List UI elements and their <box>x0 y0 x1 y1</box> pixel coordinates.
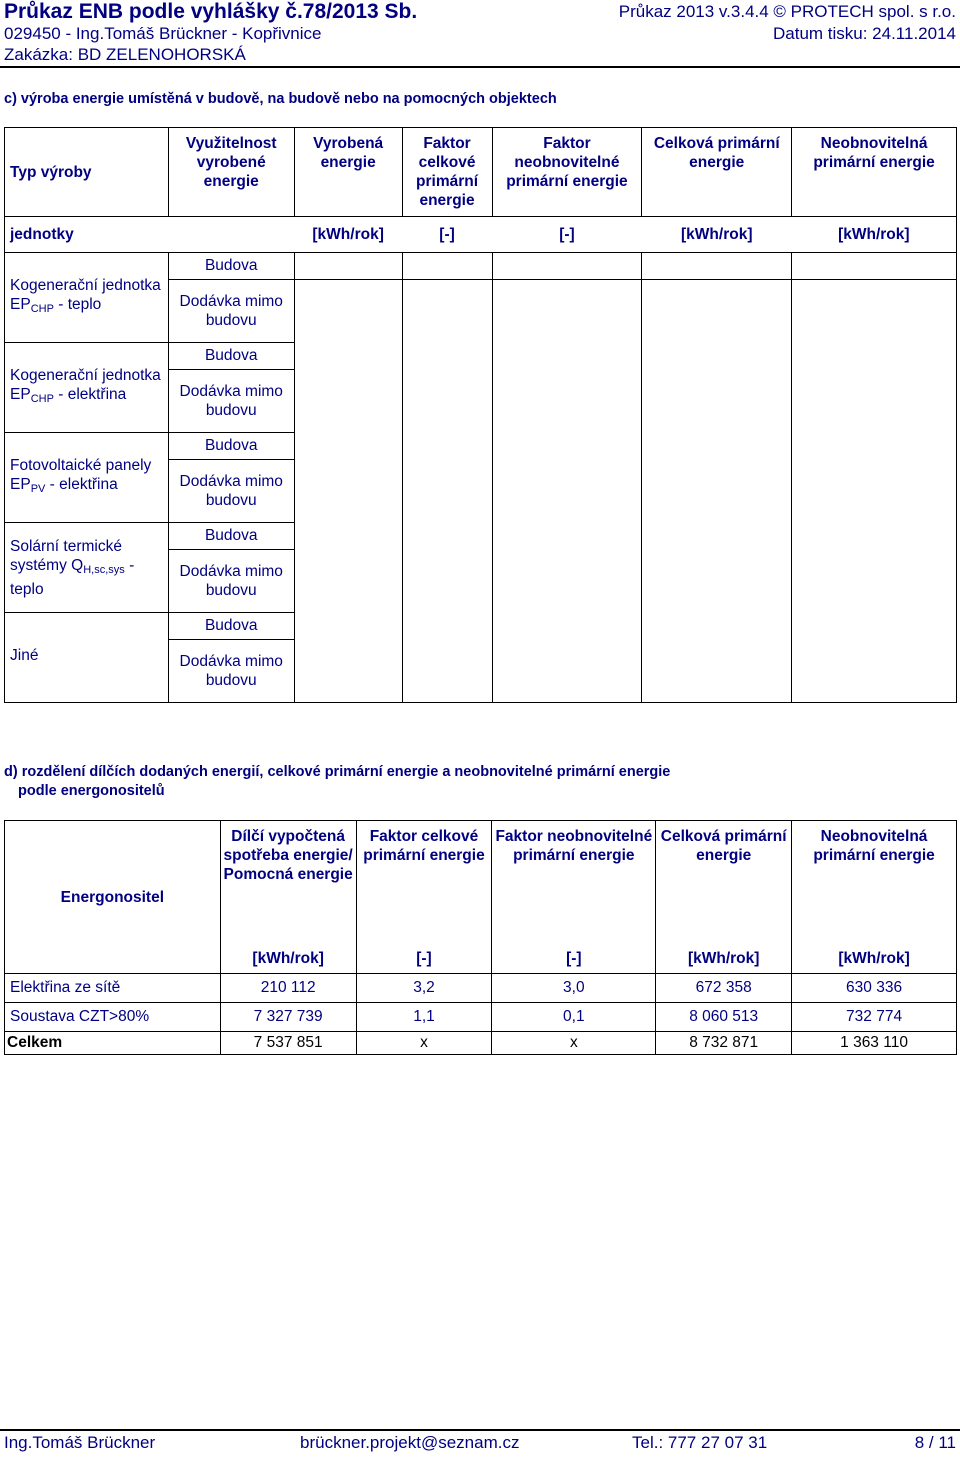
value-cell <box>792 343 957 370</box>
value-cell <box>294 433 402 460</box>
value-cell: 732 774 <box>792 1003 957 1032</box>
value-cell <box>492 460 642 523</box>
value-cell <box>402 253 492 280</box>
col-header-energonositel: Energonositel <box>5 821 221 974</box>
value-cell <box>642 460 792 523</box>
value-cell: 630 336 <box>792 974 957 1003</box>
value-cell <box>402 460 492 523</box>
sub-dodavka: Dodávka mimo budovu <box>168 550 294 613</box>
row-label: Fotovoltaické panely $EP_{PV}$ - elektřina <box>5 433 169 523</box>
software-version: Průkaz 2013 v.3.4.4 © PROTECH spol. s r.o. <box>618 2 956 21</box>
value-cell <box>792 280 957 343</box>
value-cell <box>402 640 492 703</box>
col-header-vyuzitelnost: Využitelnost vyrobené energie <box>168 128 294 217</box>
value-cell <box>402 613 492 640</box>
row-label: Solární termické systémy $Q_{H,sc,sys}$ - teplo <box>5 523 169 613</box>
col-header-neobnovitelna: Neobnovitelná primární energie <box>792 821 957 946</box>
table-header-row <box>5 128 957 217</box>
value-cell <box>642 343 792 370</box>
value-cell: 0,1 <box>492 1003 656 1032</box>
value-cell <box>492 253 642 280</box>
value-cell <box>492 280 642 343</box>
value-cell <box>642 550 792 613</box>
units-cell: [-] <box>356 945 492 974</box>
col-header-faktor-celkove: Faktor celkové primární energie <box>402 128 492 217</box>
value-cell <box>642 433 792 460</box>
value-cell <box>402 523 492 550</box>
value-cell <box>402 370 492 433</box>
units-cell: [kWh/rok] <box>220 945 356 974</box>
value-cell: 7 327 739 <box>220 1003 356 1032</box>
total-label: Celkem <box>5 1032 221 1055</box>
col-header-celkova: Celková primární energie <box>656 821 792 946</box>
total-value: x <box>492 1032 656 1055</box>
value-cell: 8 060 513 <box>656 1003 792 1032</box>
sub-budova: Budova <box>168 523 294 550</box>
value-cell <box>642 370 792 433</box>
col-header-celkova: Celková primární energie <box>642 128 792 217</box>
footer-page-number: 8 / 11 <box>914 1433 956 1452</box>
page-header <box>0 0 960 68</box>
value-cell <box>492 370 642 433</box>
table-row <box>5 343 957 370</box>
value-cell <box>792 550 957 613</box>
units-cell <box>168 217 294 253</box>
value-cell <box>402 343 492 370</box>
units-cell: [kWh/rok] <box>792 945 957 974</box>
table-header-row <box>5 821 957 946</box>
value-cell <box>492 343 642 370</box>
total-value: 8 732 871 <box>656 1032 792 1055</box>
carrier-name: Elektřina ze sítě <box>5 974 221 1003</box>
total-value: x <box>356 1032 492 1055</box>
value-cell <box>642 613 792 640</box>
sub-budova: Budova <box>168 433 294 460</box>
col-header-spotreba: Dílčí vypočtená spotřeba energie/ Pomocná energie <box>220 821 356 946</box>
value-cell <box>492 550 642 613</box>
col-header-faktor-neobnovitelne: Faktor neobnovitelné primární energie <box>492 821 656 946</box>
table-row <box>5 1003 957 1032</box>
total-value: 1 363 110 <box>792 1032 957 1055</box>
value-cell <box>492 523 642 550</box>
table-row <box>5 253 957 280</box>
document-title: Průkaz ENB podle vyhlášky č.78/2013 Sb. <box>4 0 418 23</box>
value-cell <box>294 370 402 433</box>
section-c-title: c) výroba energie umístěná v budově, na budově nebo na pomocných objektech <box>4 91 557 107</box>
total-row <box>5 1032 957 1055</box>
units-label: jednotky <box>5 217 169 253</box>
value-cell: 3,0 <box>492 974 656 1003</box>
value-cell: 672 358 <box>656 974 792 1003</box>
value-cell: 210 112 <box>220 974 356 1003</box>
sub-dodavka: Dodávka mimo budovu <box>168 460 294 523</box>
table-row <box>5 433 957 460</box>
sub-budova: Budova <box>168 253 294 280</box>
section-d-title: d) rozdělení dílčích dodaných energií, celkové primární energie a neobnovitelné primární energie <box>4 764 671 780</box>
sub-dodavka: Dodávka mimo budovu <box>168 280 294 343</box>
table-row <box>5 613 957 640</box>
production-table <box>4 127 957 703</box>
value-cell <box>792 370 957 433</box>
value-cell <box>792 433 957 460</box>
footer-phone: Tel.: 777 27 07 31 <box>632 1433 768 1452</box>
value-cell <box>294 460 402 523</box>
total-value: 7 537 851 <box>220 1032 356 1055</box>
units-row <box>5 217 957 253</box>
value-cell <box>642 640 792 703</box>
order-name: Zakázka: BD ZELENOHORSKÁ <box>4 45 246 64</box>
value-cell: 1,1 <box>356 1003 492 1032</box>
row-label: Jiné <box>5 613 169 703</box>
value-cell <box>792 460 957 523</box>
value-cell <box>294 523 402 550</box>
value-cell <box>402 550 492 613</box>
value-cell <box>492 640 642 703</box>
table-row <box>5 974 957 1003</box>
col-header-neobnovitelna: Neobnovitelná primární energie <box>792 128 957 217</box>
col-header-faktor-celkove: Faktor celkové primární energie <box>356 821 492 946</box>
value-cell <box>402 280 492 343</box>
sub-dodavka: Dodávka mimo budovu <box>168 640 294 703</box>
col-header-vyrobena: Vyrobená energie <box>294 128 402 217</box>
sub-dodavka: Dodávka mimo budovu <box>168 370 294 433</box>
carrier-name: Soustava CZT>80% <box>5 1003 221 1032</box>
units-cell: [kWh/rok] <box>656 945 792 974</box>
page-footer <box>0 1429 960 1457</box>
value-cell <box>294 613 402 640</box>
print-date: Datum tisku: 24.11.2014 <box>772 24 956 43</box>
sub-budova: Budova <box>168 343 294 370</box>
value-cell <box>792 253 957 280</box>
units-faktor-neobnovitelne: [-] <box>559 225 575 243</box>
col-header-typ: Typ výroby <box>5 128 169 217</box>
value-cell <box>294 253 402 280</box>
value-cell <box>492 613 642 640</box>
value-cell <box>642 523 792 550</box>
value-cell <box>642 253 792 280</box>
col-header-faktor-neobnovitelne: Faktor neobnovitelné primární energie <box>492 128 642 217</box>
value-cell <box>294 550 402 613</box>
units-neobnovitelna: [kWh/rok] <box>792 217 957 253</box>
value-cell <box>492 433 642 460</box>
sub-budova: Budova <box>168 613 294 640</box>
value-cell <box>792 640 957 703</box>
row-label: Kogenerační jednotka $EP_{CHP}$ - elektřina <box>5 343 169 433</box>
value-cell <box>294 640 402 703</box>
row-label: Kogenerační jednotka $EP_{CHP}$ - teplo <box>5 253 169 343</box>
value-cell <box>402 433 492 460</box>
value-cell <box>642 280 792 343</box>
section-d-title-line2: podle energonositelů <box>18 783 165 799</box>
units-celkova: [kWh/rok] <box>681 225 753 243</box>
table-row <box>5 523 957 550</box>
footer-email: brückner.projekt@seznam.cz <box>300 1433 520 1452</box>
value-cell <box>294 280 402 343</box>
value-cell <box>792 613 957 640</box>
energy-carrier-table <box>4 820 957 1055</box>
author-line: 029450 - Ing.Tomáš Brückner - Kopřivnice <box>4 24 322 43</box>
units-cell: [-] <box>492 945 656 974</box>
value-cell <box>294 343 402 370</box>
value-cell: 3,2 <box>356 974 492 1003</box>
footer-name: Ing.Tomáš Brückner <box>4 1433 156 1452</box>
units-vyrobena: [kWh/rok] <box>312 225 384 243</box>
value-cell <box>792 523 957 550</box>
units-faktor-celkove: [-] <box>439 225 455 243</box>
